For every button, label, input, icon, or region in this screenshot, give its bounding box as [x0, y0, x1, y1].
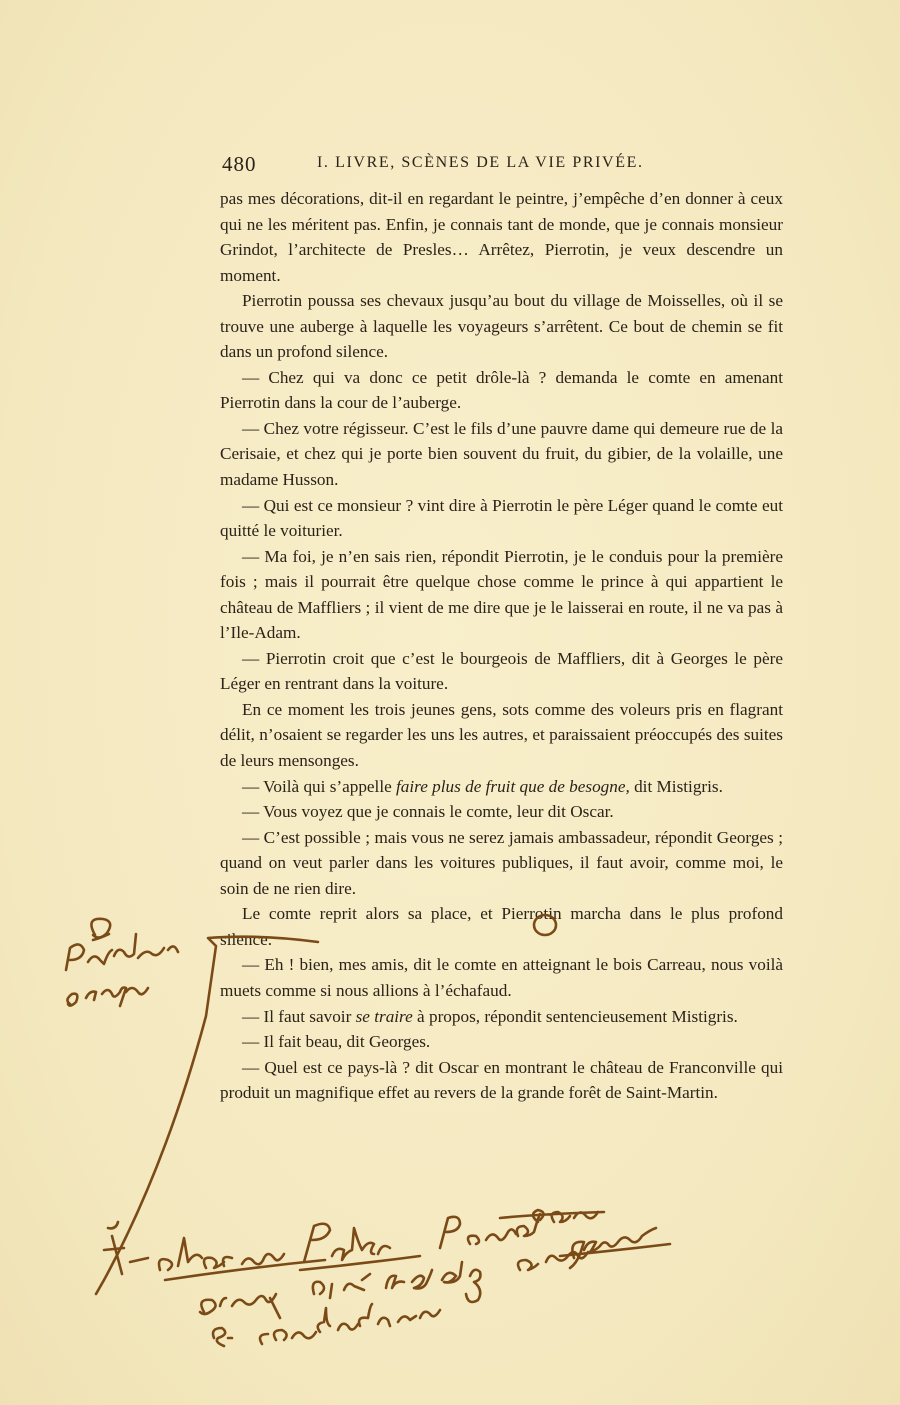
body-text	[220, 186, 783, 1106]
margin-note-handwriting	[66, 919, 178, 1006]
running-head	[222, 152, 784, 180]
paragraph	[220, 1004, 783, 1030]
paragraph: En ce moment les trois jeunes gens, sots comme des voleurs pris en flagrant délit, n’osaient se regarder les uns les autres, et paraissaient préoccupés des suites de leurs mensonges.	[220, 699, 783, 771]
running-title: I. LIVRE, SCÈNES DE LA VIE PRIVÉE.	[317, 154, 644, 171]
paragraph-text: à propos, répondit sentencieusement Mistigris.	[412, 1006, 738, 1026]
paragraph: — Pierrotin croit que c’est le bourgeois de Maffliers, dit à Georges le père Léger en rentrant dans la voiture.	[220, 648, 783, 694]
paragraph: — Qui est ce monsieur ? vint dire à Pierrotin le père Léger quand le comte eut quitté le voiturier.	[220, 495, 783, 541]
paragraph	[220, 774, 783, 800]
paragraph: — Vous voyez que je connais le comte, leur dit Oscar.	[242, 802, 614, 822]
italic-phrase: se traire	[355, 1006, 413, 1026]
paragraph: — Eh ! bien, mes amis, dit le comte en atteignant le bois Carreau, nous voilà muets comme si nous allions à l’échafaud.	[220, 955, 783, 1000]
paragraph: — Chez qui va donc ce petit drôle-là ? demanda le comte en amenant Pierrotin dans la cour de l’auberge.	[220, 367, 783, 413]
paragraph: pas mes décorations, dit-il en regardant le peintre, j’empêche d’en donner à ceux qui ne les méritent pas. Enfin, je connais tant de monde, que je connais monsieur Grindot, l’architecte de Presles… Arrêtez, Pierrotin, je veux descendre un moment.	[220, 189, 783, 285]
paragraph: — Chez votre régisseur. C’est le fils d’une pauvre dame qui demeure rue de la Cerisaie, et chez qui je porte bien souvent du fruit, du gibier, de la volaille, une madame Husson.	[220, 418, 783, 490]
paragraph-text: dit Mistigris.	[629, 776, 723, 796]
paragraph: Le comte reprit alors sa place, et Pierrotin marcha dans le plus profond silence.	[220, 904, 783, 949]
paragraph-text: — Il faut savoir	[242, 1006, 356, 1026]
paragraph: — Quel est ce pays-là ? dit Oscar en montrant le château de Franconville qui produit un magnifique effet au revers de la grande forêt de Saint-Martin.	[220, 1057, 783, 1103]
italic-phrase: faire plus de fruit que de besogne,	[396, 776, 630, 796]
bottom-note-handwriting	[104, 1210, 670, 1346]
paragraph: — Il fait beau, dit Georges.	[242, 1032, 431, 1052]
paragraph: — Ma foi, je n’en sais rien, répondit Pierrotin, je le conduis pour la première fois ; mais il pourrait être quelque chose comme le prince à qui appartient le château de Maffliers ; il vient de me dire que je le laisserai en route, il ne va pas à l’Ile-Adam.	[220, 546, 783, 643]
page-number: 480	[222, 152, 257, 176]
paragraph-text: — Voilà qui s’appelle	[242, 776, 397, 796]
paragraph: — C’est possible ; mais vous ne serez jamais ambassadeur, répondit Georges ; quand on veut parler dans les voitures publiques, il faut avoir, comme moi, le soin de ne rien dire.	[220, 827, 783, 898]
paragraph: Pierrotin poussa ses chevaux jusqu’au bout du village de Moisselles, où il se trouve une auberge à laquelle les voyageurs s’arrêtent. Ce bout de chemin se fit dans un profond silence.	[220, 291, 783, 362]
